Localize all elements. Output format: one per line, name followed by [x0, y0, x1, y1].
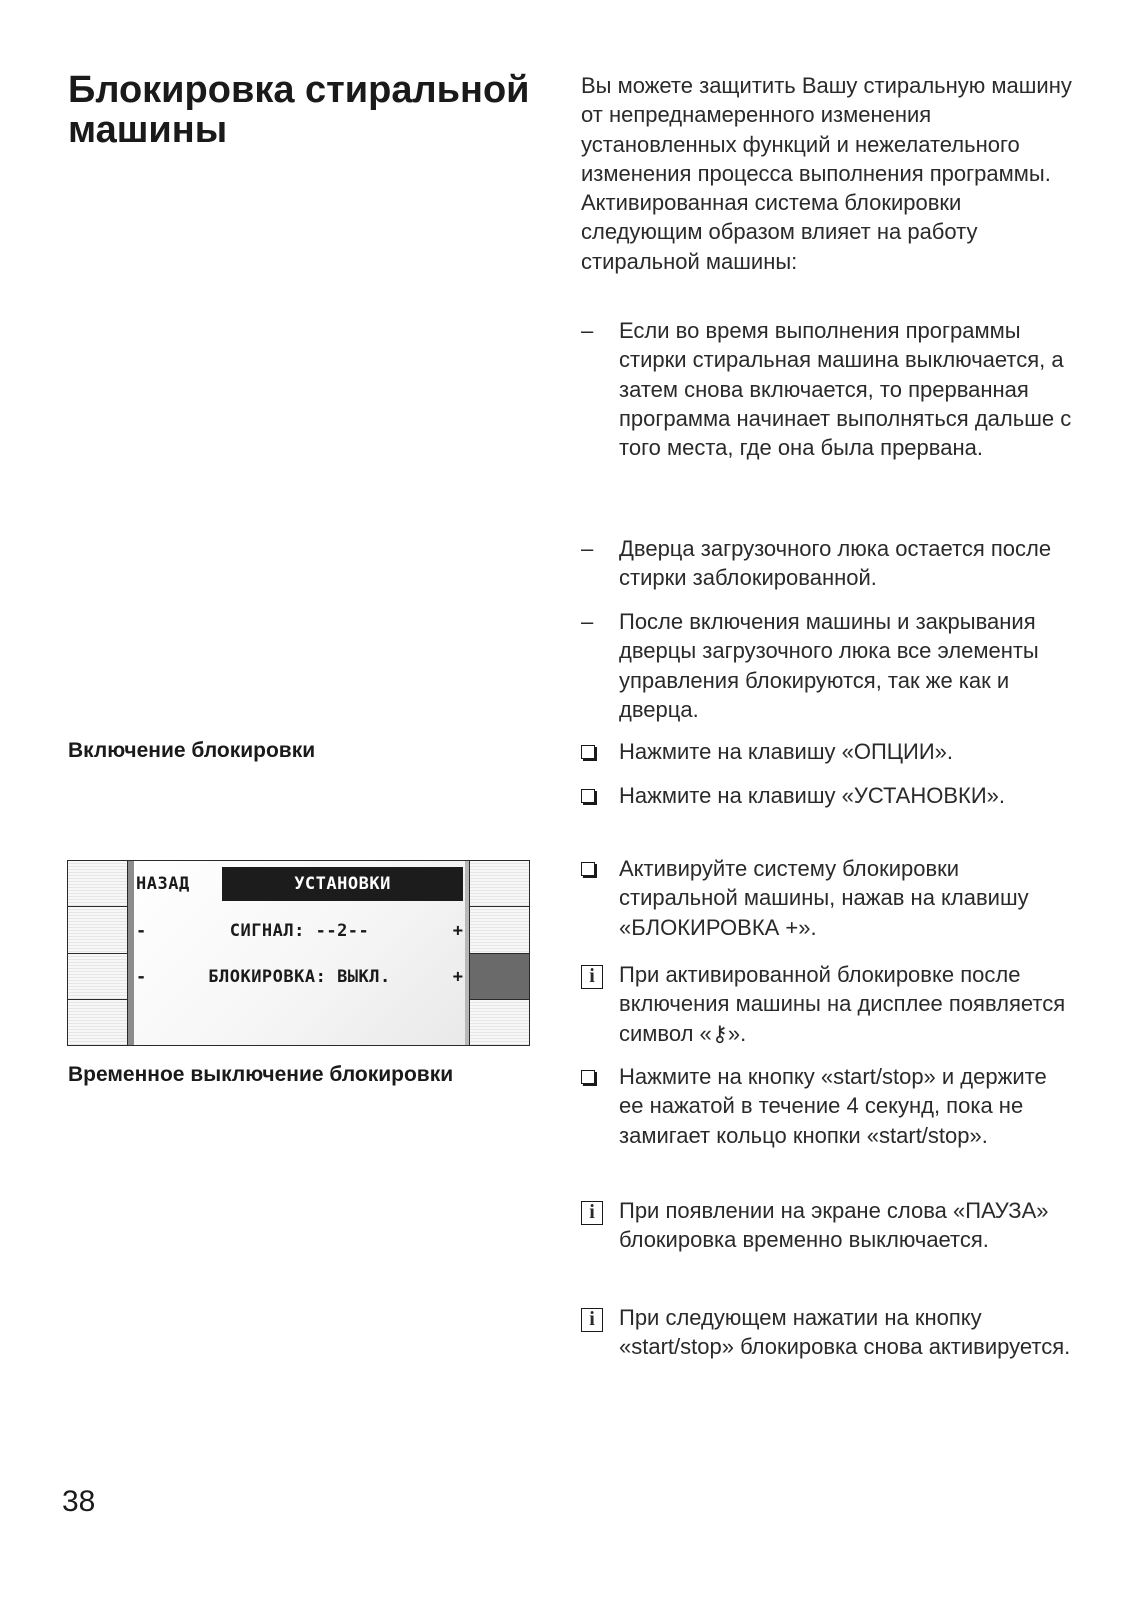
- display-header-title: УСТАНОВКИ: [222, 867, 463, 901]
- info-text: При следующем нажатии на кнопку «start/stop» блокировка снова активируется.: [619, 1305, 1071, 1360]
- checkbox-icon: [581, 1062, 611, 1091]
- side-button-left-4: [68, 1000, 128, 1045]
- left-side-buttons: [68, 861, 128, 1045]
- step-item: [581, 737, 1076, 766]
- display-row-signal: [134, 919, 465, 943]
- side-button-left-1: [68, 861, 128, 907]
- page-number: 38: [62, 1485, 96, 1518]
- step-text: Нажмите на клавишу «ОПЦИИ».: [619, 739, 954, 764]
- display-signal-value: СИГНАЛ: --2--: [229, 921, 370, 941]
- step-item: [581, 781, 1076, 810]
- info-item: [581, 1303, 1076, 1362]
- dash-item: [581, 316, 1076, 462]
- info-text: При появлении на экране слова «ПАУЗА» блокировка временно выключается.: [619, 1198, 1049, 1253]
- dash-marker: –: [581, 318, 594, 343]
- heading-temp-disable: Временное выключение блокировки: [68, 1063, 454, 1086]
- heading-enable-lock: Включение блокировки: [68, 739, 316, 762]
- side-button-left-3: [68, 954, 128, 1000]
- display-back-label: НАЗАД: [136, 874, 190, 894]
- intro-paragraph-1: Вы можете защитить Вашу стиральную машину от непреднамеренного изменения установленных функций и нежелательного изменения процесса выполнения программы.: [581, 73, 1072, 186]
- dash-item-text: Дверца загрузочного люка остается после стирки заблокированной.: [619, 536, 1052, 591]
- display-row-lock: [134, 965, 465, 989]
- step-text: Нажмите на кнопку «start/stop» и держите ее нажатой в течение 4 секунд, пока не замигает кольцо кнопки «start/stop».: [619, 1064, 1047, 1148]
- info-text: При активированной блокировке после включения машины на дисплее появляется символ «⚷».: [619, 962, 1066, 1046]
- step-item: [581, 1062, 1076, 1150]
- display-plus-signal: +: [452, 921, 463, 941]
- display-minus-lock: -: [136, 967, 147, 987]
- intro-text: [581, 71, 1076, 276]
- dash-item-text: После включения машины и закрывания дверцы загрузочного люка все элементы управления блокируются, так же как и дверца.: [619, 609, 1039, 722]
- info-item: [581, 1196, 1076, 1255]
- side-button-left-2: [68, 907, 128, 953]
- side-button-right-2: [469, 907, 529, 953]
- display-lock-value: БЛОКИРОВКА: ВЫКЛ.: [208, 967, 391, 987]
- display-minus-signal: -: [136, 921, 147, 941]
- step-text: Нажмите на клавишу «УСТАНОВКИ».: [619, 783, 1006, 808]
- dash-item: [581, 534, 1076, 593]
- display-screen: [128, 861, 469, 1045]
- right-side-buttons: [469, 861, 529, 1045]
- side-button-right-4: [469, 1000, 529, 1045]
- info-item: [581, 960, 1076, 1048]
- display-header: [134, 867, 465, 901]
- display-plus-lock: +: [452, 967, 463, 987]
- dash-marker: –: [581, 609, 594, 634]
- checkbox-icon: [581, 737, 611, 766]
- side-button-right-1: [469, 861, 529, 907]
- dash-item-text: Если во время выполнения программы стирки стиральная машина выключается, а затем снова включается, то прерванная программа начинает выполняться дальше с того места, где она была прервана.: [619, 318, 1072, 461]
- step-text: Активируйте систему блокировки стиральной машины, нажав на клавишу «БЛОКИРОВКА +».: [619, 856, 1029, 940]
- intro-paragraph-2: Активированная система блокировки следующим образом влияет на работу стиральной машины:: [581, 190, 978, 274]
- checkbox-icon: [581, 854, 611, 883]
- side-button-right-3-highlighted: [469, 954, 529, 1000]
- control-display-illustration: [67, 860, 530, 1046]
- dash-item: [581, 607, 1076, 724]
- checkbox-icon: [581, 781, 611, 810]
- step-item: [581, 854, 1076, 942]
- page-title: Блокировка стиральной машины: [68, 69, 530, 151]
- info-icon: i: [581, 1303, 611, 1332]
- info-icon: i: [581, 960, 611, 989]
- dash-marker: –: [581, 536, 594, 561]
- info-icon: i: [581, 1196, 611, 1225]
